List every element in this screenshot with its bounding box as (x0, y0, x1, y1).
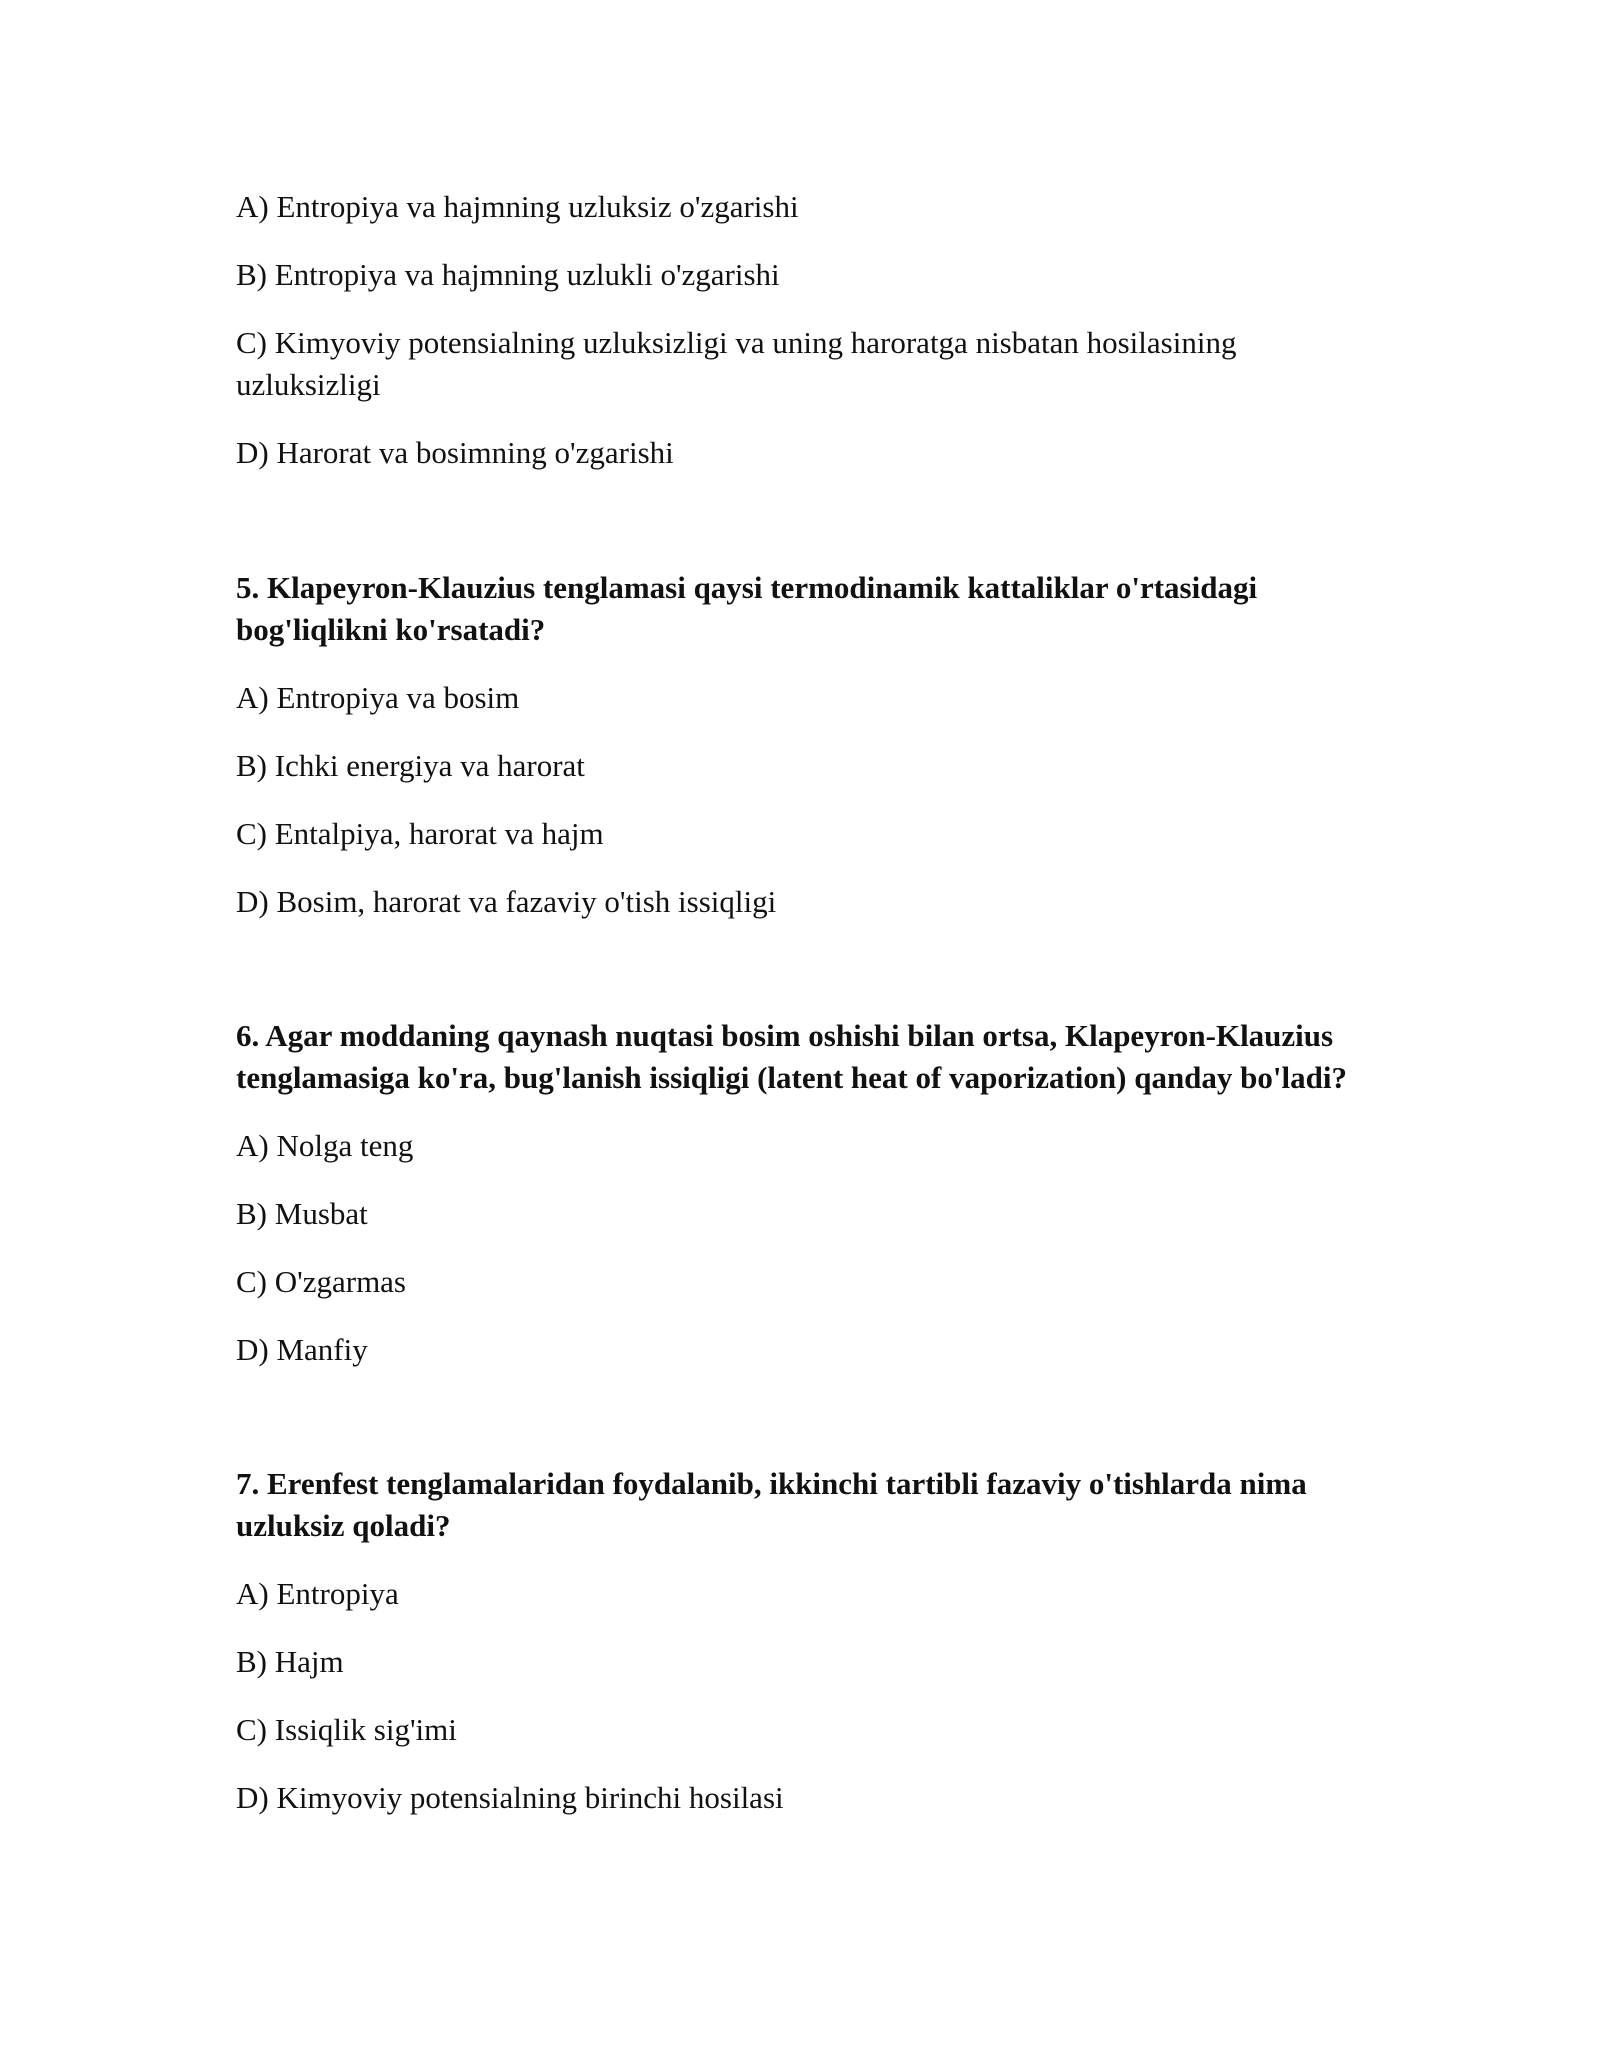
q7-option-a: A) Entropiya (236, 1576, 399, 1611)
q5-option-c: C) Entalpiya, harorat va hajm (236, 816, 604, 851)
option-b-prev: B) Entropiya va hajmning uzlukli o'zgarishi (236, 257, 780, 292)
question-6-line-1: 6. Agar moddaning qaynash nuqtasi bosim oshishi bilan ortsa, Klapeyron-Klauzius (236, 1018, 1334, 1053)
q6-option-a: A) Nolga teng (236, 1128, 414, 1163)
q7-option-b: B) Hajm (236, 1644, 344, 1679)
q5-option-d: D) Bosim, harorat va fazaviy o'tish issiqligi (236, 884, 777, 919)
q5-option-a: A) Entropiya va bosim (236, 680, 520, 715)
question-5-line-2: bog'liqlikni ko'rsatadi? (236, 612, 546, 647)
q6-option-b: B) Musbat (236, 1196, 368, 1231)
question-5-line-1: 5. Klapeyron-Klauzius tenglamasi qaysi termodinamik kattaliklar o'rtasidagi (236, 570, 1258, 605)
option-c-prev-cont: uzluksizligi (236, 367, 381, 402)
q7-option-c: C) Issiqlik sig'imi (236, 1712, 457, 1747)
option-c-prev: C) Kimyoviy potensialning uzluksizligi va uning haroratga nisbatan hosilasining (236, 325, 1237, 360)
option-a-prev: A) Entropiya va hajmning uzluksiz o'zgarishi (236, 189, 799, 224)
question-7-line-1: 7. Erenfest tenglamalaridan foydalanib, ikkinchi tartibli fazaviy o'tishlarda nima (236, 1466, 1307, 1501)
option-d-prev: D) Harorat va bosimning o'zgarishi (236, 435, 674, 470)
q7-option-d: D) Kimyoviy potensialning birinchi hosilasi (236, 1780, 784, 1815)
question-7-line-2: uzluksiz qoladi? (236, 1508, 451, 1543)
q5-option-b: B) Ichki energiya va harorat (236, 748, 585, 783)
q6-option-c: C) O'zgarmas (236, 1264, 407, 1299)
q6-option-d: D) Manfiy (236, 1332, 368, 1367)
question-6-line-2: tenglamasiga ko'ra, bug'lanish issiqligi (latent heat of vaporization) qanday bo'ladi? (236, 1060, 1347, 1095)
